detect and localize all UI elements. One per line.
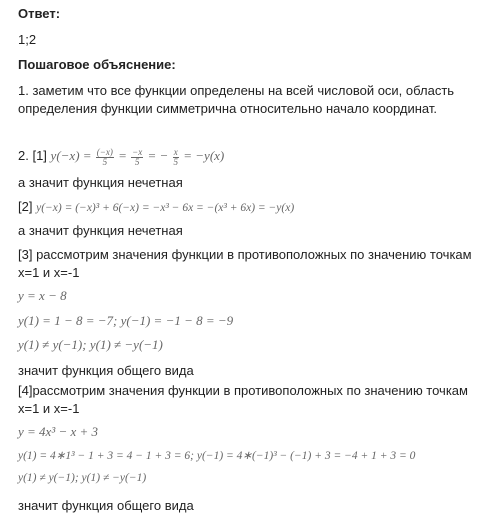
step1-text: 1. заметим что все функции определены на всей числовой оси, область определения функции симметрична относительно начало координат.: [18, 83, 455, 116]
odd-note-2: а значит функция нечетная: [18, 223, 183, 238]
fraction-3: $\frac{x}{5}$: [173, 146, 179, 167]
general-note-2: значит функция общего вида: [18, 498, 194, 513]
odd-note-1: а значит функция нечетная: [18, 175, 183, 190]
item3-compare: y(1) ≠ y(−1); y(1) ≠ −y(−1): [18, 337, 163, 352]
general-note-1: значит функция общего вида: [18, 363, 194, 378]
fraction-2: $\frac{-x}{5}$: [132, 146, 143, 167]
item3-text: [3] рассмотрим значения функции в противоположных по значению точкам x=1 и x=-1: [18, 247, 472, 280]
step2-line: [18, 147, 480, 167]
answer-value: 1;2: [18, 32, 37, 47]
step2-formula: y(−x) = $\frac{(-x)}{5}$ = $\frac{-x}{5}$ = − $\frac{x}{5}$ = −y(x): [50, 146, 225, 167]
item2-prefix: [2]: [18, 199, 33, 214]
item3-function: y = x − 8: [18, 288, 67, 303]
item2-line: [18, 198, 480, 217]
item4-text: [4]рассмотрим значения функции в противоположных по значению точкам x=1 и x=-1: [18, 383, 468, 416]
item4-compare: y(1) ≠ y(−1); y(1) ≠ −y(−1): [18, 472, 147, 484]
item2-formula: y(−x) = (−x)³ + 6(−x) = −x³ − 6x = −(x³ + 6x) = −y(x): [36, 202, 295, 214]
fraction-1: $\frac{(-x)}{5}$: [96, 146, 113, 167]
item4-function: y = 4x³ − x + 3: [18, 424, 99, 439]
step2-prefix: 2. [1]: [18, 148, 47, 163]
answer-heading: Ответ:: [18, 6, 61, 21]
item3-values: y(1) = 1 − 8 = −7; y(−1) = −1 − 8 = −9: [18, 313, 234, 328]
explanation-heading: Пошаговое объяснение:: [18, 57, 176, 72]
item4-values: y(1) = 4∗1³ − 1 + 3 = 4 − 1 + 3 = 6; y(−1) = 4∗(−1)³ − (−1) + 3 = −4 + 1 + 3 = 0: [18, 450, 416, 462]
